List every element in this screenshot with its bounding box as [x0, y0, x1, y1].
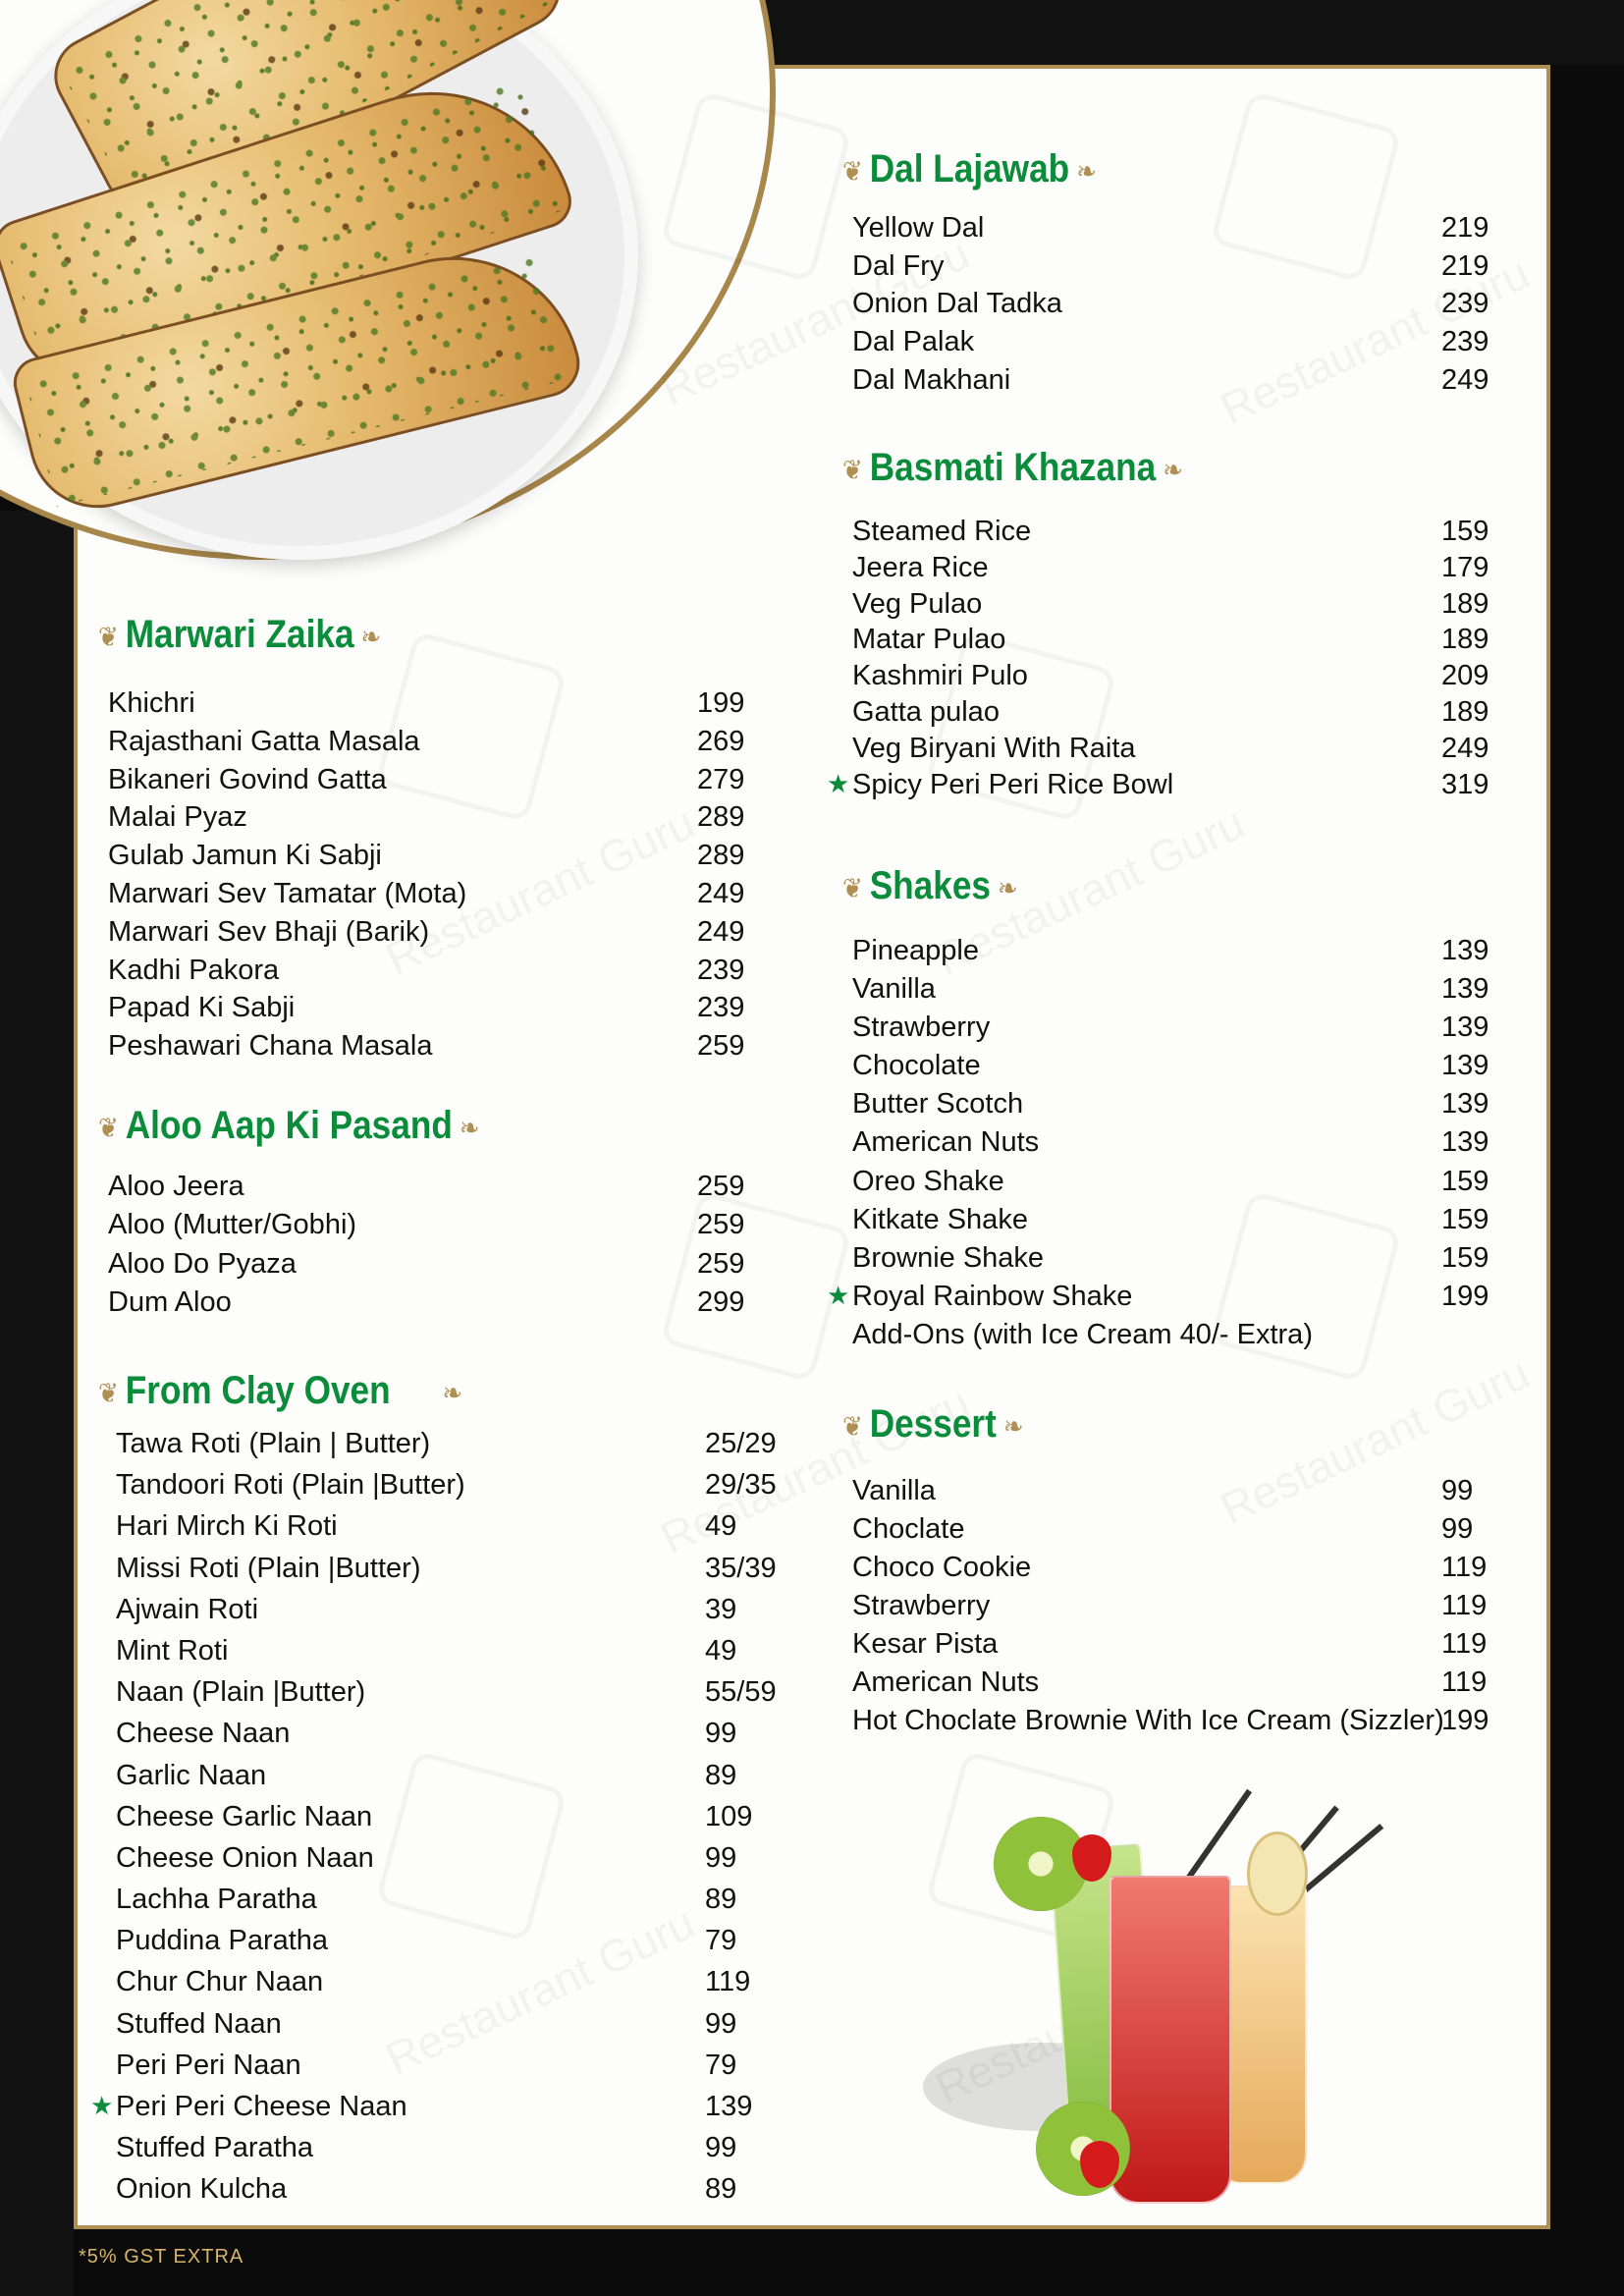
menu-item-name: Gulab Jamun Ki Sabji [108, 840, 382, 872]
menu-item-name: Veg Pulao [852, 587, 983, 620]
menu-item-name: Khichri [108, 687, 195, 719]
menu-item-price: 39 [705, 1593, 737, 1625]
featured-star-icon: ★ [90, 2091, 114, 2120]
menu-item-name: Papad Ki Sabji [108, 992, 296, 1024]
menu-item-name: Missi Roti (Plain |Butter) [116, 1552, 421, 1584]
menu-item-name: Malai Pyaz [108, 801, 247, 834]
menu-item-price: 79 [705, 1925, 737, 1957]
menu-item-price: 139 [1441, 1088, 1489, 1121]
menu-item-price: 89 [705, 1759, 737, 1791]
ornament-right-icon: ❧ [1076, 155, 1097, 187]
menu-item-price: 109 [705, 1800, 753, 1832]
menu-item-name: Onion Kulcha [116, 2173, 288, 2206]
menu-item-price: 259 [697, 1030, 745, 1063]
featured-star-icon: ★ [827, 1280, 850, 1310]
menu-item-name: Gatta pulao [852, 695, 1000, 728]
section-title-shakes: ❦ Shakes ❧ [842, 864, 1018, 907]
menu-item-price: 199 [697, 687, 745, 719]
menu-item-price: 29/35 [705, 1469, 777, 1502]
menu-item-name: Brownie Shake [852, 1241, 1045, 1274]
menu-item-price: 89 [705, 2173, 737, 2206]
menu-item-name: Tandoori Roti (Plain |Butter) [116, 1469, 465, 1502]
menu-item-name: Naan (Plain |Butter) [116, 1676, 366, 1709]
menu-item-name: Dal Makhani [852, 363, 1011, 396]
menu-item-price: 289 [697, 840, 745, 872]
menu-item-price: 139 [1441, 1050, 1489, 1082]
menu-item-name: Tawa Roti (Plain | Butter) [116, 1428, 431, 1459]
menu-item-price: 119 [1441, 1552, 1488, 1583]
menu-item-name: Cheese Onion Naan [116, 1841, 374, 1874]
menu-item-name: Pineapple [852, 935, 979, 966]
menu-item-name: Kesar Pista [852, 1628, 999, 1660]
ornament-right-icon: ❧ [360, 621, 382, 652]
menu-item-name: Marwari Sev Bhaji (Barik) [108, 915, 430, 948]
menu-item-name: Vanilla [852, 973, 936, 1006]
menu-item-name: Garlic Naan [116, 1759, 267, 1791]
menu-item-price: 119 [1441, 1628, 1488, 1660]
menu-item-price: 249 [697, 877, 745, 909]
menu-item-name: American Nuts [852, 1667, 1040, 1698]
menu-item-name: American Nuts [852, 1126, 1040, 1159]
menu-item-name: Stuffed Naan [116, 2007, 282, 2040]
menu-item-price: 189 [1441, 695, 1489, 728]
menu-item-price: 99 [705, 2132, 737, 2164]
menu-item-price: 49 [705, 1510, 737, 1543]
menu-item-name: Ajwain Roti [116, 1593, 259, 1625]
menu-item-name: Aloo (Mutter/Gobhi) [108, 1209, 357, 1241]
menu-item-price: 139 [1441, 1126, 1489, 1159]
menu-item-price: 189 [1441, 587, 1489, 620]
menu-item-price: 179 [1441, 551, 1489, 583]
menu-item-name: Kitkate Shake [852, 1203, 1028, 1235]
menu-item-price: 139 [705, 2091, 753, 2122]
menu-item-price: 209 [1441, 660, 1489, 692]
menu-item-price: 199 [1441, 1280, 1489, 1312]
menu-item-price: 79 [705, 2049, 737, 2081]
menu-item-name: Kadhi Pakora [108, 954, 280, 986]
menu-item-name: Dum Aloo [108, 1285, 232, 1318]
menu-item-price: 239 [1441, 326, 1489, 358]
menu-item-price: 119 [1441, 1667, 1488, 1698]
ornament-right-icon: ❧ [442, 1377, 463, 1408]
menu-item-name: Strawberry [852, 1590, 991, 1621]
menu-item-name: Puddina Paratha [116, 1925, 329, 1957]
menu-item-name: Lachha Paratha [116, 1884, 317, 1916]
menu-item-name: Strawberry [852, 1011, 991, 1044]
menu-item-name: Chur Chur Naan [116, 1966, 324, 1998]
menu-item-name: Add-Ons (with Ice Cream 40/- Extra) [852, 1318, 1313, 1350]
menu-item-name: Chocolate [852, 1050, 981, 1082]
menu-item-name: Butter Scotch [852, 1088, 1024, 1121]
menu-item-name: Hari Mirch Ki Roti [116, 1510, 338, 1543]
menu-item-name: Kashmiri Pulo [852, 660, 1028, 692]
menu-item-price: 139 [1441, 973, 1489, 1006]
ornament-left-icon: ❦ [98, 1377, 119, 1408]
menu-item-name: Stuffed Paratha [116, 2132, 314, 2164]
menu-item-price: 219 [1441, 249, 1489, 282]
menu-item-name: Onion Dal Tadka [852, 288, 1062, 320]
menu-item-price: 99 [705, 1718, 737, 1750]
ornament-right-icon: ❧ [1002, 1410, 1024, 1442]
menu-item-name: Spicy Peri Peri Rice Bowl [852, 768, 1174, 800]
menu-item-name: Royal Rainbow Shake [852, 1280, 1133, 1312]
menu-item-price: 159 [1441, 1203, 1489, 1235]
menu-item-price: 25/29 [705, 1428, 777, 1459]
menu-item-price: 319 [1441, 768, 1489, 800]
menu-item-price: 189 [1441, 624, 1489, 656]
menu-item-price: 239 [1441, 288, 1489, 320]
section-title-aloo: ❦ Aloo Aap Ki Pasand ❧ [98, 1104, 480, 1147]
menu-item-price: 259 [697, 1247, 745, 1280]
gst-footnote: *5% GST EXTRA [79, 2246, 244, 2268]
menu-item-price: 289 [697, 801, 745, 834]
black-border-left [0, 511, 74, 2296]
menu-item-price: 259 [697, 1209, 745, 1241]
menu-item-name: Jeera Rice [852, 551, 989, 583]
ornament-left-icon: ❦ [98, 621, 119, 652]
menu-item-price: 239 [697, 954, 745, 986]
menu-item-name: Aloo Do Pyaza [108, 1247, 297, 1280]
menu-item-price: 199 [1441, 1705, 1489, 1736]
menu-item-name: Mint Roti [116, 1634, 229, 1667]
ornament-right-icon: ❧ [998, 872, 1018, 903]
menu-item-name: Aloo Jeera [108, 1171, 244, 1202]
ornament-left-icon: ❦ [98, 1112, 119, 1143]
menu-item-price: 239 [697, 992, 745, 1024]
menu-item-price: 119 [1441, 1590, 1488, 1621]
menu-item-price: 139 [1441, 935, 1489, 966]
menu-item-price: 89 [705, 1884, 737, 1916]
menu-item-price: 279 [697, 763, 745, 795]
ornament-right-icon: ❧ [459, 1112, 480, 1143]
menu-item-price: 259 [697, 1171, 745, 1202]
menu-item-name: Dal Fry [852, 249, 945, 282]
ornament-right-icon: ❧ [1163, 454, 1183, 485]
menu-item-price: 119 [705, 1966, 751, 1998]
ornament-left-icon: ❦ [842, 872, 863, 903]
menu-item-price: 139 [1441, 1011, 1489, 1044]
menu-item-name: Steamed Rice [852, 516, 1032, 547]
menu-item-price: 269 [697, 725, 745, 757]
menu-item-price: 219 [1441, 212, 1489, 244]
section-title-marwari: ❦ Marwari Zaika ❧ [98, 613, 382, 656]
menu-item-name: Choco Cookie [852, 1552, 1032, 1583]
menu-item-name: Peri Peri Cheese Naan [116, 2091, 407, 2122]
featured-star-icon: ★ [827, 768, 850, 798]
menu-item-name: Cheese Garlic Naan [116, 1800, 373, 1832]
ornament-left-icon: ❦ [842, 155, 863, 187]
menu-item-name: Vanilla [852, 1475, 936, 1506]
menu-item-name: Rajasthani Gatta Masala [108, 725, 420, 757]
menu-item-price: 159 [1441, 1165, 1489, 1197]
menu-item-name: Marwari Sev Tamatar (Mota) [108, 877, 467, 909]
menu-item-name: Oreo Shake [852, 1165, 1004, 1197]
menu-item-name: Peri Peri Naan [116, 2049, 301, 2081]
menu-item-name: Hot Choclate Brownie With Ice Cream (Sizzler) [852, 1705, 1444, 1736]
menu-item-name: Dal Palak [852, 326, 975, 358]
menu-item-price: 249 [697, 915, 745, 948]
menu-item-price: 299 [697, 1285, 745, 1318]
menu-item-name: Cheese Naan [116, 1718, 291, 1750]
menu-item-name: Peshawari Chana Masala [108, 1030, 433, 1063]
menu-item-price: 159 [1441, 1241, 1489, 1274]
menu-item-price: 99 [1441, 1513, 1474, 1545]
menu-item-name: Choclate [852, 1513, 965, 1545]
menu-item-price: 249 [1441, 363, 1489, 396]
section-title-dessert: ❦ Dessert ❧ [842, 1402, 1024, 1446]
menu-item-name: Yellow Dal [852, 212, 985, 244]
menu-item-price: 99 [705, 2007, 737, 2040]
menu-item-price: 99 [705, 1841, 737, 1874]
section-title-clay-oven: ❦ From Clay Oven ❧ [98, 1369, 463, 1412]
section-title-dal: ❦ Dal Lajawab ❧ [842, 147, 1097, 191]
menu-item-price: 249 [1441, 732, 1489, 764]
menu-item-price: 99 [1441, 1475, 1474, 1506]
menu-item-price: 35/39 [705, 1552, 777, 1584]
menu-item-price: 159 [1441, 516, 1489, 547]
section-title-basmati: ❦ Basmati Khazana ❧ [842, 446, 1183, 489]
menu-item-price: 55/59 [705, 1676, 777, 1709]
ornament-left-icon: ❦ [842, 454, 863, 485]
menu-item-name: Matar Pulao [852, 624, 1006, 656]
ornament-left-icon: ❦ [842, 1410, 863, 1442]
menu-item-price: 49 [705, 1634, 737, 1667]
menu-item-name: Bikaneri Govind Gatta [108, 763, 387, 795]
menu-item-name: Veg Biryani With Raita [852, 732, 1136, 764]
banana-slice [1247, 1831, 1308, 1916]
